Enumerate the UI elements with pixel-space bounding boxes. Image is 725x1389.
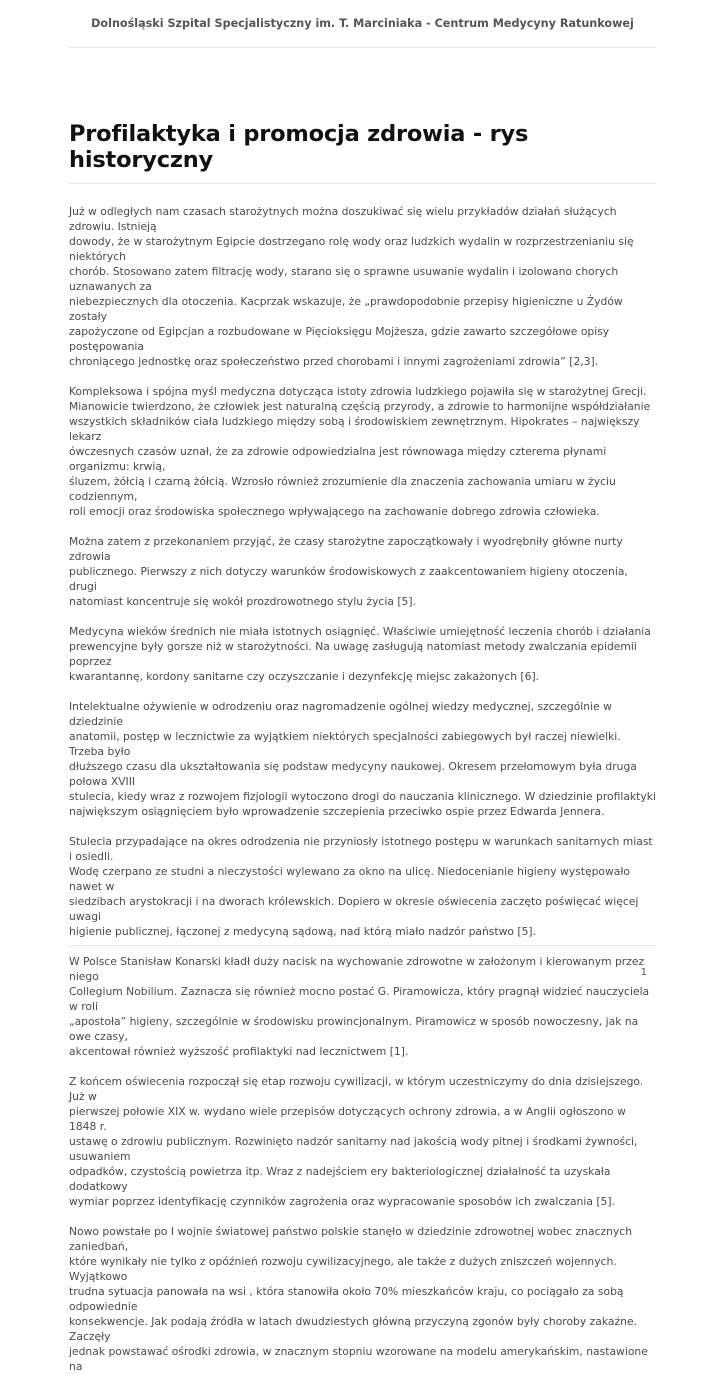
paragraph-line: trudna sytuacja panowała na wsi , która stanowiła około 70% mieszkańców kraju, co pociągało za sobą odpowiednie	[69, 1285, 624, 1313]
header-divider	[69, 47, 656, 48]
paragraph-line: zapożyczone od Egipcjan a rozbudowane w Pięcioksięgu Mojżesza, gdzie zawarto szczegółowe opisy postępowania	[69, 325, 610, 353]
paragraph-line: anatomii, postęp w lecznictwie za wyjątkiem niektórych specjalności zabiegowych był raczej niewielki. Trzeba było	[69, 730, 621, 758]
paragraph-line: konsekwencje. Jak podają źródła w latach dwudziestych główną przyczyną zgonów były choroby zakaźne. Zaczęły	[69, 1315, 637, 1343]
paragraph-line: największym osiągnięciem było wprowadzenie szczepienia przeciwko ospie przez Edwarda Jennera.	[69, 805, 605, 818]
paragraph-line: „apostoła” higieny, szczególnie w środowisku prowincjonalnym. Piramowicz w sposób nowoczesny, jak na owe czasy,	[69, 1015, 639, 1043]
page-title: Profilaktyka i promocja zdrowia - rys historyczny	[69, 121, 529, 173]
paragraph-line: wszystkich składników ciała ludzkiego między sobą i środowiskiem zewnętrznym. Hipokrates – największy lekarz	[69, 415, 640, 443]
paragraph-line: chroniącego jednostkę oraz społeczeństwo przed chorobami i innymi zagrożeniami zdrowia” [2,3].	[69, 355, 599, 368]
paragraph-line: prewencyjne były gorsze niż w starożytności. Na uwagę zasługują natomiast metody zwalczania epidemii poprzez	[69, 640, 637, 668]
paragraph-line: roli emocji oraz środowiska społecznego wpływającego na zachowanie dobrego zdrowia człowieka.	[69, 505, 600, 518]
paragraph-line: ówczesnych czasów uznał, że za zdrowie odpowiedzialna jest równowaga między czterema płynami organizmu: krwią,	[69, 445, 607, 473]
paragraph	[69, 534, 656, 609]
paragraph-line: odpadków, czystością powietrza itp. Wraz z nadejściem ery bakteriologicznej działalność ta uzyskała dodatkowy	[69, 1165, 611, 1193]
paragraph-line: dowody, że w starożytnym Egipcie dostrzegano rolę wody oraz ludzkich wydalin w rozprzestrzenianiu się niektórych	[69, 235, 634, 263]
paragraph-line: Można zatem z przekonaniem przyjąć, że czasy starożytne zapoczątkowały i wyodrębniły główne nurty zdrowia	[69, 535, 623, 563]
paragraph-line: śluzem, żółcią i czarną żółcią. Wzrosło również zrozumienie dla znaczenia zachowania umiaru w życiu codziennym,	[69, 475, 616, 503]
paragraph-line: dłuższego czasu dla ukształtowania się podstaw medycyny naukowej. Okresem przełomowym była druga połowa XVIII	[69, 760, 637, 788]
paragraph	[69, 834, 656, 939]
paragraph-line: Z końcem oświecenia rozpoczął się etap rozwoju cywilizacji, w którym uczestniczymy do dnia dzisiejszego. Już w	[69, 1075, 644, 1103]
paragraph-line: jednak powstawać ośrodki zdrowia, w znacznym stopniu wzorowane na modelu amerykańskim, nastawione na	[69, 1345, 648, 1373]
paragraph	[69, 954, 656, 1059]
paragraph-line: Nowo powstałe po I wojnie światowej państwo polskie stanęło w dziedzinie zdrowotnej wobec znacznych zaniedbań,	[69, 1225, 633, 1253]
paragraph-line: chorób. Stosowano zatem filtrację wody, starano się o sprawne usuwanie wydalin i izolowano chorych uznawanych za	[69, 265, 619, 293]
paragraph-line: Mianowicie twierdzono, że człowiek jest naturalną częścią przyrody, a zdrowie to harmonijne współdziałanie	[69, 400, 651, 413]
paragraph-line: natomiast koncentruje się wokół prozdrowotnego stylu życia [5].	[69, 595, 416, 608]
paragraph	[69, 384, 656, 519]
footer-divider	[69, 945, 656, 946]
paragraph-line: Już w odległych nam czasach starożytnych można doszukiwać się wielu przykładów działań służących zdrowiu. Istnieją	[69, 205, 617, 233]
paragraph-line: wymiar poprzez identyfikację czynników zagrożenia oraz wypracowanie sposobów ich zwalczania [5].	[69, 1195, 616, 1208]
paragraph-line: Intelektualne ożywienie w odrodzeniu oraz nagromadzenie ogólnej wiedzy medycznej, szczególnie w dziedzinie	[69, 700, 612, 728]
paragraph-line: pierwszej połowie XIX w. wydano wiele przepisów dotyczących ochrony zdrowia, a w Anglii ogłoszono w 1848 r.	[69, 1105, 626, 1133]
paragraph-line: stulecia, kiedy wraz z rozwojem fizjologii wytoczono drogi do nauczania klinicznego. W dziedzinie profilaktyki	[69, 790, 656, 803]
title-divider	[69, 183, 656, 184]
page-header: Dolnośląski Szpital Specjalistyczny im. T. Marciniaka - Centrum Medycyny Ratunkowej	[91, 17, 634, 30]
paragraph-line: Stulecia przypadające na okres odrodzenia nie przyniosły istotnego postępu w warunkach sanitarnych miast i osiedli.	[69, 835, 653, 863]
paragraph-line: siedzibach arystokracji i na dworach królewskich. Dopiero w okresie oświecenia zaczęto poświęcać więcej uwagi	[69, 895, 639, 923]
paragraph-line: Wodę czerpano ze studni a nieczystości wylewano za okno na ulicę. Niedocenianie higieny występowało nawet w	[69, 865, 630, 893]
paragraph	[69, 204, 656, 369]
paragraph-line: W Polsce Stanisław Konarski kładł duży nacisk na wychowanie zdrowotne w założonym i kierowanym przez niego	[69, 955, 645, 983]
paragraph	[69, 624, 656, 684]
paragraph-line: Kompleksowa i spójna myśl medyczna dotycząca istoty zdrowia ludzkiego pojawiła się w starożytnej Grecji.	[69, 385, 647, 398]
paragraph-line: Collegium Nobilium. Zaznacza się również mocno postać G. Piramowicza, który pragnął widzieć nauczyciela w roli	[69, 985, 650, 1013]
paragraph	[69, 1074, 656, 1209]
paragraph-line: Medycyna wieków średnich nie miała istotnych osiągnięć. Właściwie umiejętność leczenia chorób i działania	[69, 625, 651, 638]
article-body	[69, 204, 656, 1389]
paragraph-line: niebezpiecznych dla otoczenia. Kacprzak wskazuje, że „prawdopodobnie przepisy higieniczne u Żydów zostały	[69, 295, 623, 323]
page-number: 1	[640, 967, 647, 978]
paragraph-line: ustawę o zdrowiu publicznym. Rozwinięto nadzór sanitarny nad jakością wody pitnej i środkami żywności, usuwaniem	[69, 1135, 638, 1163]
paragraph-line: akcentował również wyższość profilaktyki nad lecznictwem [1].	[69, 1045, 409, 1058]
paragraph-line: publicznego. Pierwszy z nich dotyczy warunków środowiskowych z zaakcentowaniem higieny otoczenia, drugi	[69, 565, 628, 593]
paragraph-line: kwarantannę, kordony sanitarne czy oczyszczanie i dezynfekcję miejsc zakażonych [6].	[69, 670, 540, 683]
paragraph	[69, 699, 656, 819]
paragraph	[69, 1224, 656, 1374]
paragraph-line: higienie publicznej, łączonej z medycyną sądową, nad którą miało nadzór państwo [5].	[69, 925, 537, 938]
paragraph-line: które wynikały nie tylko z opóźnień rozwoju cywilizacyjnego, ale także z dużych zniszczeń wojennych. Wyjątkowo	[69, 1255, 617, 1283]
